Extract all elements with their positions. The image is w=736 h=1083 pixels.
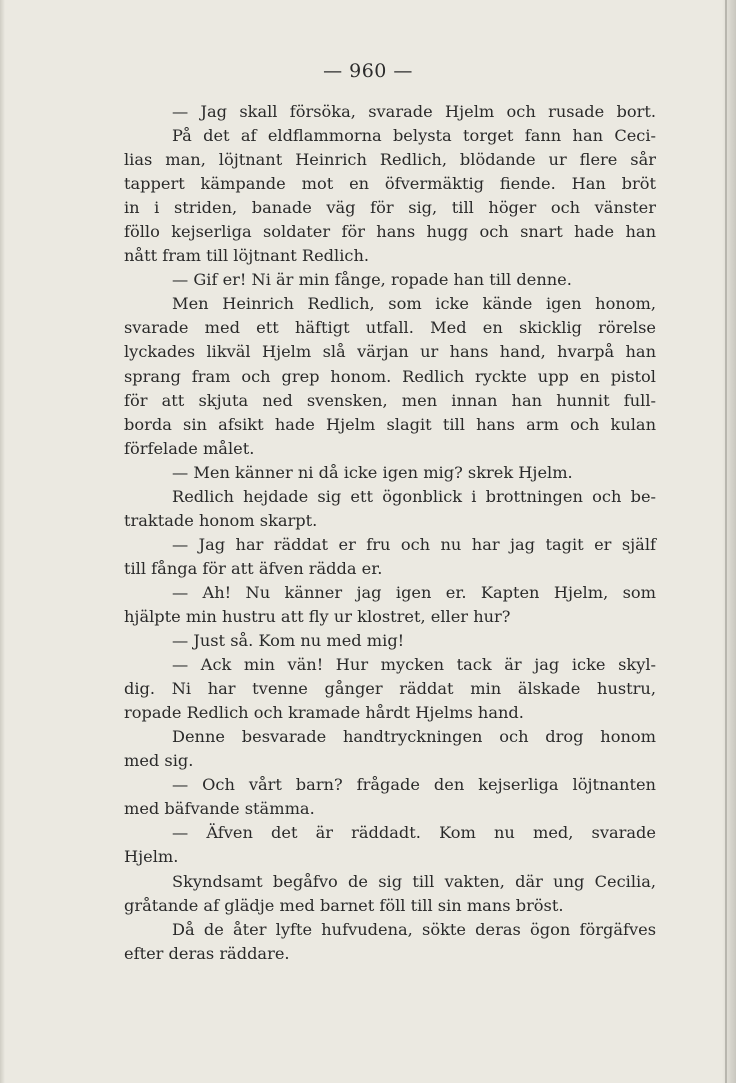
text-line: ropade Redlich och kramade hårdt Hjelms hand. <box>124 703 524 723</box>
text-line: — Just så. Kom nu med mig! <box>172 631 405 651</box>
page-left-edge <box>0 0 5 1083</box>
text-line: — Äfven det är räddadt. Kom nu med, svarade <box>172 823 656 843</box>
text-line: — Ack min vän! Hur mycken tack är jag icke skyl- <box>172 655 656 675</box>
text-line: förfelade målet. <box>124 438 255 458</box>
text-line: med bäfvande stämma. <box>124 799 315 819</box>
text-line: hjälpte min hustru att fly ur klostret, eller hur? <box>124 606 511 626</box>
text-line: — Jag har räddat er fru och nu har jag tagit er själf <box>172 534 656 554</box>
text-line: — Gif er! Ni är min fånge, ropade han till denne. <box>172 270 572 290</box>
text-line: På det af eldflammorna belysta torget fann han Ceci- <box>172 126 656 146</box>
text-line: traktade honom skarpt. <box>124 510 318 530</box>
text-line: lias man, löjtnant Heinrich Redlich, blödande ur flere sår <box>124 150 656 170</box>
page-number: — 960 — <box>323 60 413 82</box>
text-line: nått fram till löjtnant Redlich. <box>124 246 370 266</box>
text-line: — Ah! Nu känner jag igen er. Kapten Hjelm, som <box>172 582 656 602</box>
text-line: föllo kejserliga soldater för hans hugg och snart hade han <box>124 222 656 242</box>
text-line: — Jag skall försöka, svarade Hjelm och rusade bort. <box>172 102 656 121</box>
text-line: Hjelm. <box>124 847 179 867</box>
text-line: — Men känner ni då icke igen mig? skrek Hjelm. <box>172 462 573 482</box>
text-line: lyckades likväl Hjelm slå värjan ur hans hand, hvarpå han <box>124 342 656 362</box>
text-line: tappert kämpande mot en öfvermäktig fiende. Han bröt <box>124 174 656 194</box>
text-line: till fånga för att äfven rädda er. <box>124 558 383 578</box>
text-line: för att skjuta ned svensken, men innan han hunnit full- <box>124 390 656 410</box>
text-line: svarade med ett häftigt utfall. Med en skicklig rörelse <box>124 318 656 338</box>
page-binding-line <box>725 0 727 1083</box>
text-line: dig. Ni har tvenne gånger räddat min älskade hustru, <box>124 679 656 699</box>
text-line: gråtande af glädje med barnet föll till sin mans bröst. <box>124 895 564 915</box>
body-text <box>124 100 656 966</box>
text-line: Men Heinrich Redlich, som icke kände igen honom, <box>172 294 656 314</box>
text-line: Skyndsamt begåfvo de sig till vakten, där ung Cecilia, <box>172 871 656 891</box>
text-line: borda sin afsikt hade Hjelm slagit till hans arm och kulan <box>124 414 656 434</box>
text-line: — Och vårt barn? frågade den kejserliga löjtnanten <box>172 775 656 795</box>
text-line: sprang fram och grep honom. Redlich ryckte upp en pistol <box>124 366 656 386</box>
text-line: Denne besvarade handtryckningen och drog honom <box>172 727 656 747</box>
text-line: Redlich hejdade sig ett ögonblick i brottningen och be- <box>172 486 656 506</box>
text-line: Då de åter lyfte hufvudena, sökte deras ögon förgäfves <box>172 919 656 939</box>
text-line: med sig. <box>124 751 194 771</box>
text-line: in i striden, banade väg för sig, till höger och vänster <box>124 198 656 218</box>
text-line: efter deras räddare. <box>124 943 290 963</box>
